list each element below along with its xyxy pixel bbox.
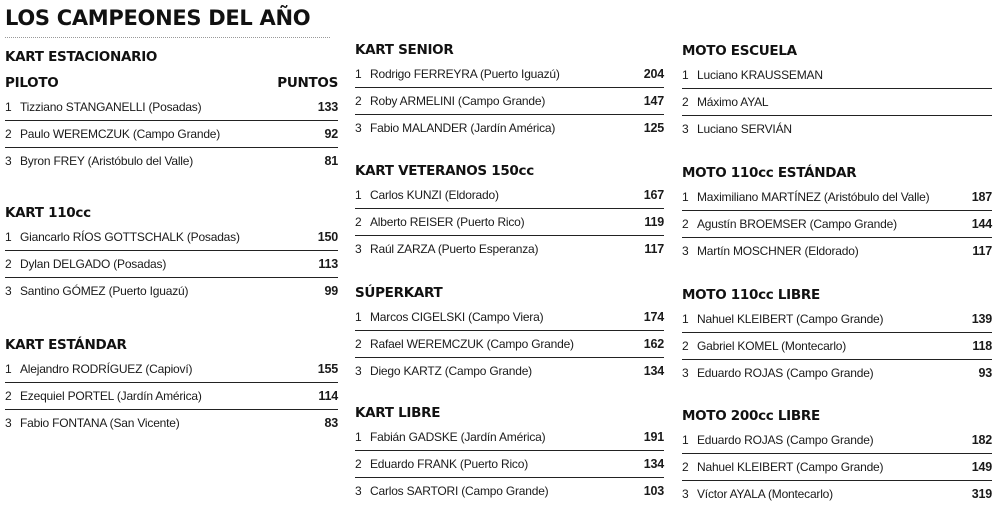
row-points: 162 (643, 337, 664, 351)
row-position: 3 (355, 121, 362, 135)
table-row (682, 88, 992, 115)
table-row (682, 306, 992, 332)
section-title: MOTO 200cc LIBRE (682, 408, 820, 424)
row-pilot: Giancarlo RÍOS GOTTSCHALK (Posadas) (20, 230, 240, 244)
row-pilot: Raúl ZARZA (Puerto Esperanza) (370, 242, 539, 256)
table-row (355, 357, 664, 384)
row-pilot: Víctor AYALA (Montecarlo) (697, 487, 833, 501)
table-row (682, 453, 992, 480)
row-points: 99 (324, 284, 338, 298)
row-points: 117 (644, 242, 664, 256)
row-pilot: Diego KARTZ (Campo Grande) (370, 364, 532, 378)
table-row (682, 480, 992, 507)
header-points: PUNTOS (277, 75, 338, 91)
table-row (5, 277, 338, 304)
row-position: 3 (682, 487, 689, 501)
table-row (355, 330, 664, 357)
section-title: MOTO 110cc LIBRE (682, 287, 820, 303)
row-position: 3 (5, 416, 12, 430)
row-position: 1 (355, 310, 362, 324)
row-pilot: Dylan DELGADO (Posadas) (20, 257, 167, 271)
page-title: LOS CAMPEONES DEL AÑO (5, 6, 311, 30)
row-points: 182 (971, 433, 992, 447)
row-points: 150 (317, 230, 338, 244)
section-kart-estandar (5, 335, 338, 436)
row-points: 147 (643, 94, 664, 108)
table-row (682, 62, 992, 88)
row-pilot: Luciano SERVIÁN (697, 122, 792, 136)
table-row (355, 114, 664, 141)
table-row (355, 424, 664, 450)
row-pilot: Tizziano STANGANELLI (Posadas) (20, 100, 202, 114)
row-pilot: Agustín BROEMSER (Campo Grande) (697, 217, 897, 231)
row-pilot: Carlos KUNZI (Eldorado) (370, 188, 499, 202)
row-pilot: Eduardo ROJAS (Campo Grande) (697, 366, 874, 380)
row-pilot: Eduardo FRANK (Puerto Rico) (370, 457, 528, 471)
row-points: 139 (971, 312, 992, 326)
row-position: 2 (5, 127, 12, 141)
table-row (355, 450, 664, 477)
table-row (355, 87, 664, 114)
row-points: 117 (972, 244, 992, 258)
table-row (682, 359, 992, 386)
row-points: 83 (324, 416, 338, 430)
section-moto-200cc-libre (682, 406, 992, 507)
table-header (5, 73, 338, 93)
row-position: 2 (355, 337, 362, 351)
row-points: 155 (317, 362, 338, 376)
row-points: 174 (643, 310, 664, 324)
section-moto-110cc-libre (682, 285, 992, 386)
row-position: 3 (355, 364, 362, 378)
row-position: 3 (682, 122, 689, 136)
section-title: KART ESTACIONARIO (5, 49, 158, 65)
row-points: 187 (971, 190, 992, 204)
row-pilot: Nahuel KLEIBERT (Campo Grande) (697, 312, 884, 326)
row-position: 1 (682, 433, 689, 447)
table-row (682, 210, 992, 237)
section-kart-libre (355, 403, 664, 504)
row-position: 2 (682, 217, 689, 231)
row-position: 1 (355, 430, 362, 444)
row-position: 2 (5, 389, 12, 403)
section-title: MOTO ESCUELA (682, 43, 797, 59)
row-pilot: Fabio MALANDER (Jardín América) (370, 121, 556, 135)
row-pilot: Fabio FONTANA (San Vicente) (20, 416, 180, 430)
row-pilot: Maximiliano MARTÍNEZ (Aristóbulo del Valle) (697, 190, 930, 204)
row-points: 93 (978, 366, 992, 380)
section-kart-veteranos (355, 161, 664, 262)
section-kart-110cc (5, 203, 338, 304)
table-row (5, 382, 338, 409)
row-position: 2 (682, 339, 689, 353)
table-row (682, 115, 992, 142)
section-kart-estacionario (5, 47, 338, 174)
row-position: 3 (682, 244, 689, 258)
table-row (355, 477, 664, 504)
table-row (5, 409, 338, 436)
row-pilot: Alejandro RODRÍGUEZ (Capioví) (20, 362, 193, 376)
row-pilot: Alberto REISER (Puerto Rico) (370, 215, 525, 229)
row-position: 3 (5, 154, 12, 168)
row-pilot: Roby ARMELINI (Campo Grande) (370, 94, 546, 108)
row-points: 119 (644, 215, 664, 229)
row-points: 92 (324, 127, 338, 141)
row-pilot: Rafael WEREMCZUK (Campo Grande) (370, 337, 574, 351)
row-points: 167 (643, 188, 664, 202)
section-title: KART VETERANOS 150cc (355, 163, 534, 179)
section-moto-110cc-estandar (682, 163, 992, 264)
table-row (682, 184, 992, 210)
row-position: 2 (355, 215, 362, 229)
row-position: 3 (682, 366, 689, 380)
row-position: 2 (355, 94, 362, 108)
row-pilot: Paulo WEREMCZUK (Campo Grande) (20, 127, 221, 141)
row-position: 2 (682, 460, 689, 474)
row-pilot: Martín MOSCHNER (Eldorado) (697, 244, 859, 258)
row-points: 144 (971, 217, 992, 231)
row-position: 2 (682, 95, 689, 109)
section-moto-escuela (682, 41, 992, 142)
table-row (355, 304, 664, 330)
row-pilot: Carlos SARTORI (Campo Grande) (370, 484, 549, 498)
row-points: 103 (643, 484, 664, 498)
section-title: KART ESTÁNDAR (5, 337, 127, 353)
row-position: 1 (355, 67, 362, 81)
table-row (5, 94, 338, 120)
table-row (5, 250, 338, 277)
section-kart-senior (355, 40, 664, 141)
row-position: 1 (5, 362, 12, 376)
section-superkart (355, 283, 664, 384)
section-title: MOTO 110cc ESTÁNDAR (682, 165, 857, 181)
table-row (355, 208, 664, 235)
row-points: 134 (643, 457, 664, 471)
row-pilot: Rodrigo FERREYRA (Puerto Iguazú) (370, 67, 560, 81)
row-points: 149 (971, 460, 992, 474)
table-row (355, 235, 664, 262)
row-pilot: Fabián GADSKE (Jardín América) (370, 430, 546, 444)
table-row (682, 427, 992, 453)
section-title: KART LIBRE (355, 405, 441, 421)
row-position: 3 (5, 284, 12, 298)
row-position: 1 (682, 312, 689, 326)
row-pilot: Máximo AYAL (697, 95, 769, 109)
table-row (5, 356, 338, 382)
row-position: 1 (5, 230, 12, 244)
title-divider (5, 37, 330, 38)
table-row (5, 224, 338, 250)
table-row (5, 120, 338, 147)
row-position: 1 (682, 68, 689, 82)
row-pilot: Eduardo ROJAS (Campo Grande) (697, 433, 874, 447)
row-pilot: Byron FREY (Aristóbulo del Valle) (20, 154, 194, 168)
table-row (355, 61, 664, 87)
row-position: 2 (5, 257, 12, 271)
row-pilot: Gabriel KOMEL (Montecarlo) (697, 339, 847, 353)
row-pilot: Ezequiel PORTEL (Jardín América) (20, 389, 202, 403)
table-row (682, 332, 992, 359)
table-row (682, 237, 992, 264)
row-pilot: Marcos CIGELSKI (Campo Viera) (370, 310, 544, 324)
section-title: SÚPERKART (355, 285, 443, 301)
row-points: 319 (971, 487, 992, 501)
table-row (5, 147, 338, 174)
row-position: 1 (355, 188, 362, 202)
row-points: 191 (643, 430, 664, 444)
table-row (355, 182, 664, 208)
section-title: KART SENIOR (355, 42, 454, 58)
row-pilot: Nahuel KLEIBERT (Campo Grande) (697, 460, 884, 474)
header-pilot: PILOTO (5, 75, 59, 91)
row-points: 133 (317, 100, 338, 114)
row-position: 1 (5, 100, 12, 114)
row-points: 81 (324, 154, 338, 168)
row-position: 3 (355, 242, 362, 256)
row-points: 125 (643, 121, 664, 135)
row-pilot: Santino GÓMEZ (Puerto Iguazú) (20, 284, 189, 298)
row-pilot: Luciano KRAUSSEMAN (697, 68, 823, 82)
row-position: 3 (355, 484, 362, 498)
section-title: KART 110cc (5, 205, 91, 221)
row-points: 113 (318, 257, 338, 271)
row-position: 1 (682, 190, 689, 204)
row-position: 2 (355, 457, 362, 471)
row-points: 134 (643, 364, 664, 378)
row-points: 114 (318, 389, 338, 403)
row-points: 204 (643, 67, 664, 81)
row-points: 118 (972, 339, 992, 353)
